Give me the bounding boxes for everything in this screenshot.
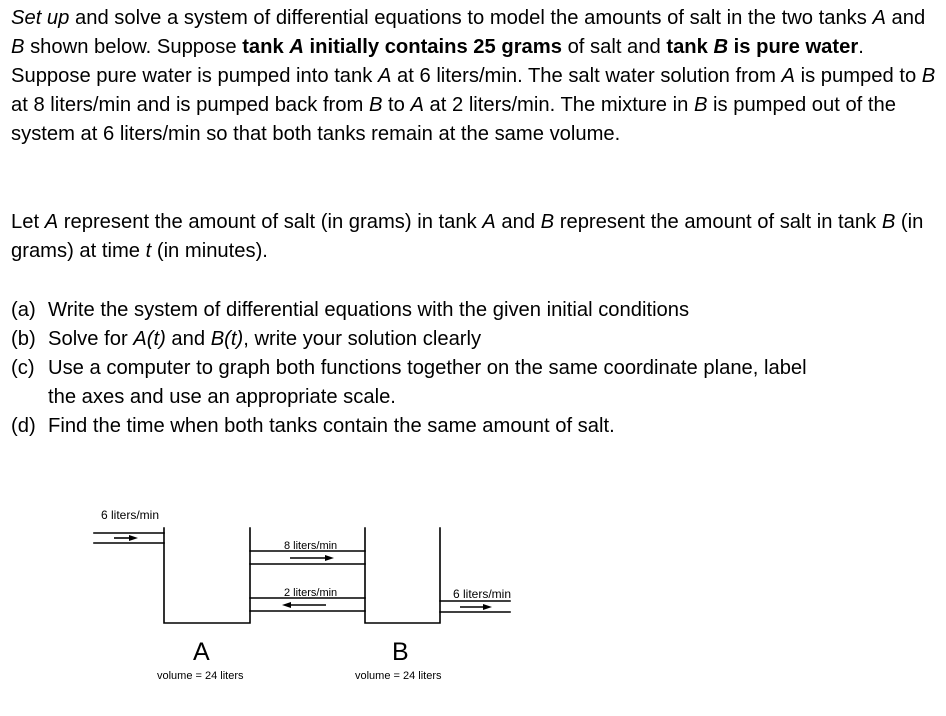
inflow-rate-label: 6 liters/min: [101, 508, 160, 522]
initial-condition-b: [666, 36, 858, 58]
tank-b-ref-3: B: [368, 94, 383, 116]
part-c: [11, 354, 936, 412]
tank-diagram: [0, 470, 946, 716]
intro-text-8: at 8 liters/min and is pumped back from: [11, 94, 369, 116]
initial-condition-a: [242, 36, 562, 58]
def-text-1: Let: [11, 211, 45, 233]
part-b-b-of-t: B(t): [210, 328, 244, 350]
part-a: [11, 296, 936, 325]
intro-text-3: shown below. Suppose: [24, 36, 243, 58]
tank-b-volume: volume = 24 liters: [355, 670, 442, 682]
var-t: t: [145, 240, 152, 262]
var-b: B: [540, 211, 555, 233]
tank-b-ref-4: B: [693, 94, 708, 116]
part-d-text: Find the time when both tanks contain the same amount of salt.: [48, 415, 615, 437]
part-a-text: Write the system of differential equations with the given initial conditions: [48, 299, 690, 321]
def-text-4: represent the amount of salt in tank: [554, 211, 882, 233]
part-b-text-1: Solve for: [48, 328, 134, 350]
bold-text-2a: tank: [666, 36, 714, 58]
intro-text-6: at 6 liters/min. The salt water solution from: [391, 65, 782, 87]
intro-text-1: and solve a system of differential equations to model the amounts of salt in the two tanks: [69, 7, 873, 29]
part-b: [11, 325, 936, 354]
part-c-line-2: the axes and use an appropriate scale.: [48, 386, 396, 408]
part-b-label: (b): [11, 328, 36, 350]
tank-a-volume: volume = 24 liters: [157, 670, 244, 682]
variable-definitions: [11, 208, 936, 266]
intro-text-9: to: [382, 94, 411, 116]
intro-text-2: and: [885, 7, 926, 29]
tank-a-outline: [164, 528, 250, 623]
tank-b-ref-2: B: [921, 65, 936, 87]
tank-a-ref-3: A: [781, 65, 795, 87]
var-a-tank: A: [482, 211, 496, 233]
problem-intro: [11, 4, 936, 149]
tank-a-ref: A: [872, 7, 886, 29]
setup-phrase: Set up: [11, 7, 70, 29]
tank-a-ref-4: A: [410, 94, 424, 116]
outflow-rate-label: 6 liters/min: [453, 587, 512, 601]
var-b-tank: B: [881, 211, 896, 233]
def-text-2: represent the amount of salt (in grams) in tank: [58, 211, 483, 233]
intro-text-7: is pumped to: [794, 65, 922, 87]
intro-text-4: of salt and: [561, 36, 667, 58]
tank-b-ref: B: [11, 36, 25, 58]
intro-text-5: . Suppose pure water is pumped into tank: [11, 36, 864, 87]
var-a: A: [44, 211, 59, 233]
def-text-5: (in grams) at time: [11, 211, 924, 262]
tank-a-letter: A: [193, 638, 210, 666]
part-b-a-of-t: A(t): [133, 328, 166, 350]
inflow-arrow-icon: [114, 535, 138, 541]
part-b-text-2: and: [165, 328, 211, 350]
bold-text-1c: initially contains 25 grams: [303, 36, 562, 58]
a-to-b-arrow-icon: [290, 555, 334, 561]
part-c-label: (c): [11, 357, 35, 379]
intro-text-11: is pumped out of the system at 6 liters/min so that both tanks remain at the same volume.: [11, 94, 896, 145]
tank-a-ref-2: A: [377, 65, 392, 87]
intro-text-10: at 2 liters/min. The mixture in: [423, 94, 694, 116]
part-d-label: (d): [11, 415, 36, 437]
a-to-b-rate-label: 8 liters/min: [284, 540, 338, 552]
tank-a-ref-bold: A: [289, 36, 304, 58]
tank-b-outline: [365, 528, 440, 623]
part-a-label: (a): [11, 299, 36, 321]
part-b-text-3: , write your solution clearly: [243, 328, 482, 350]
def-text-6: (in minutes).: [151, 240, 268, 262]
b-to-a-arrow-icon: [282, 602, 326, 608]
tank-b-letter: B: [392, 638, 409, 666]
bold-text-2c: is pure water: [728, 36, 859, 58]
part-c-line-1: Use a computer to graph both functions together on the same coordinate plane, label: [48, 357, 807, 379]
tank-b-ref-bold: B: [713, 36, 729, 58]
outflow-arrow-icon: [460, 604, 492, 610]
b-to-a-rate-label: 2 liters/min: [284, 587, 338, 599]
def-text-3: and: [495, 211, 541, 233]
bold-text-1a: tank: [242, 36, 290, 58]
part-d: [11, 412, 936, 441]
